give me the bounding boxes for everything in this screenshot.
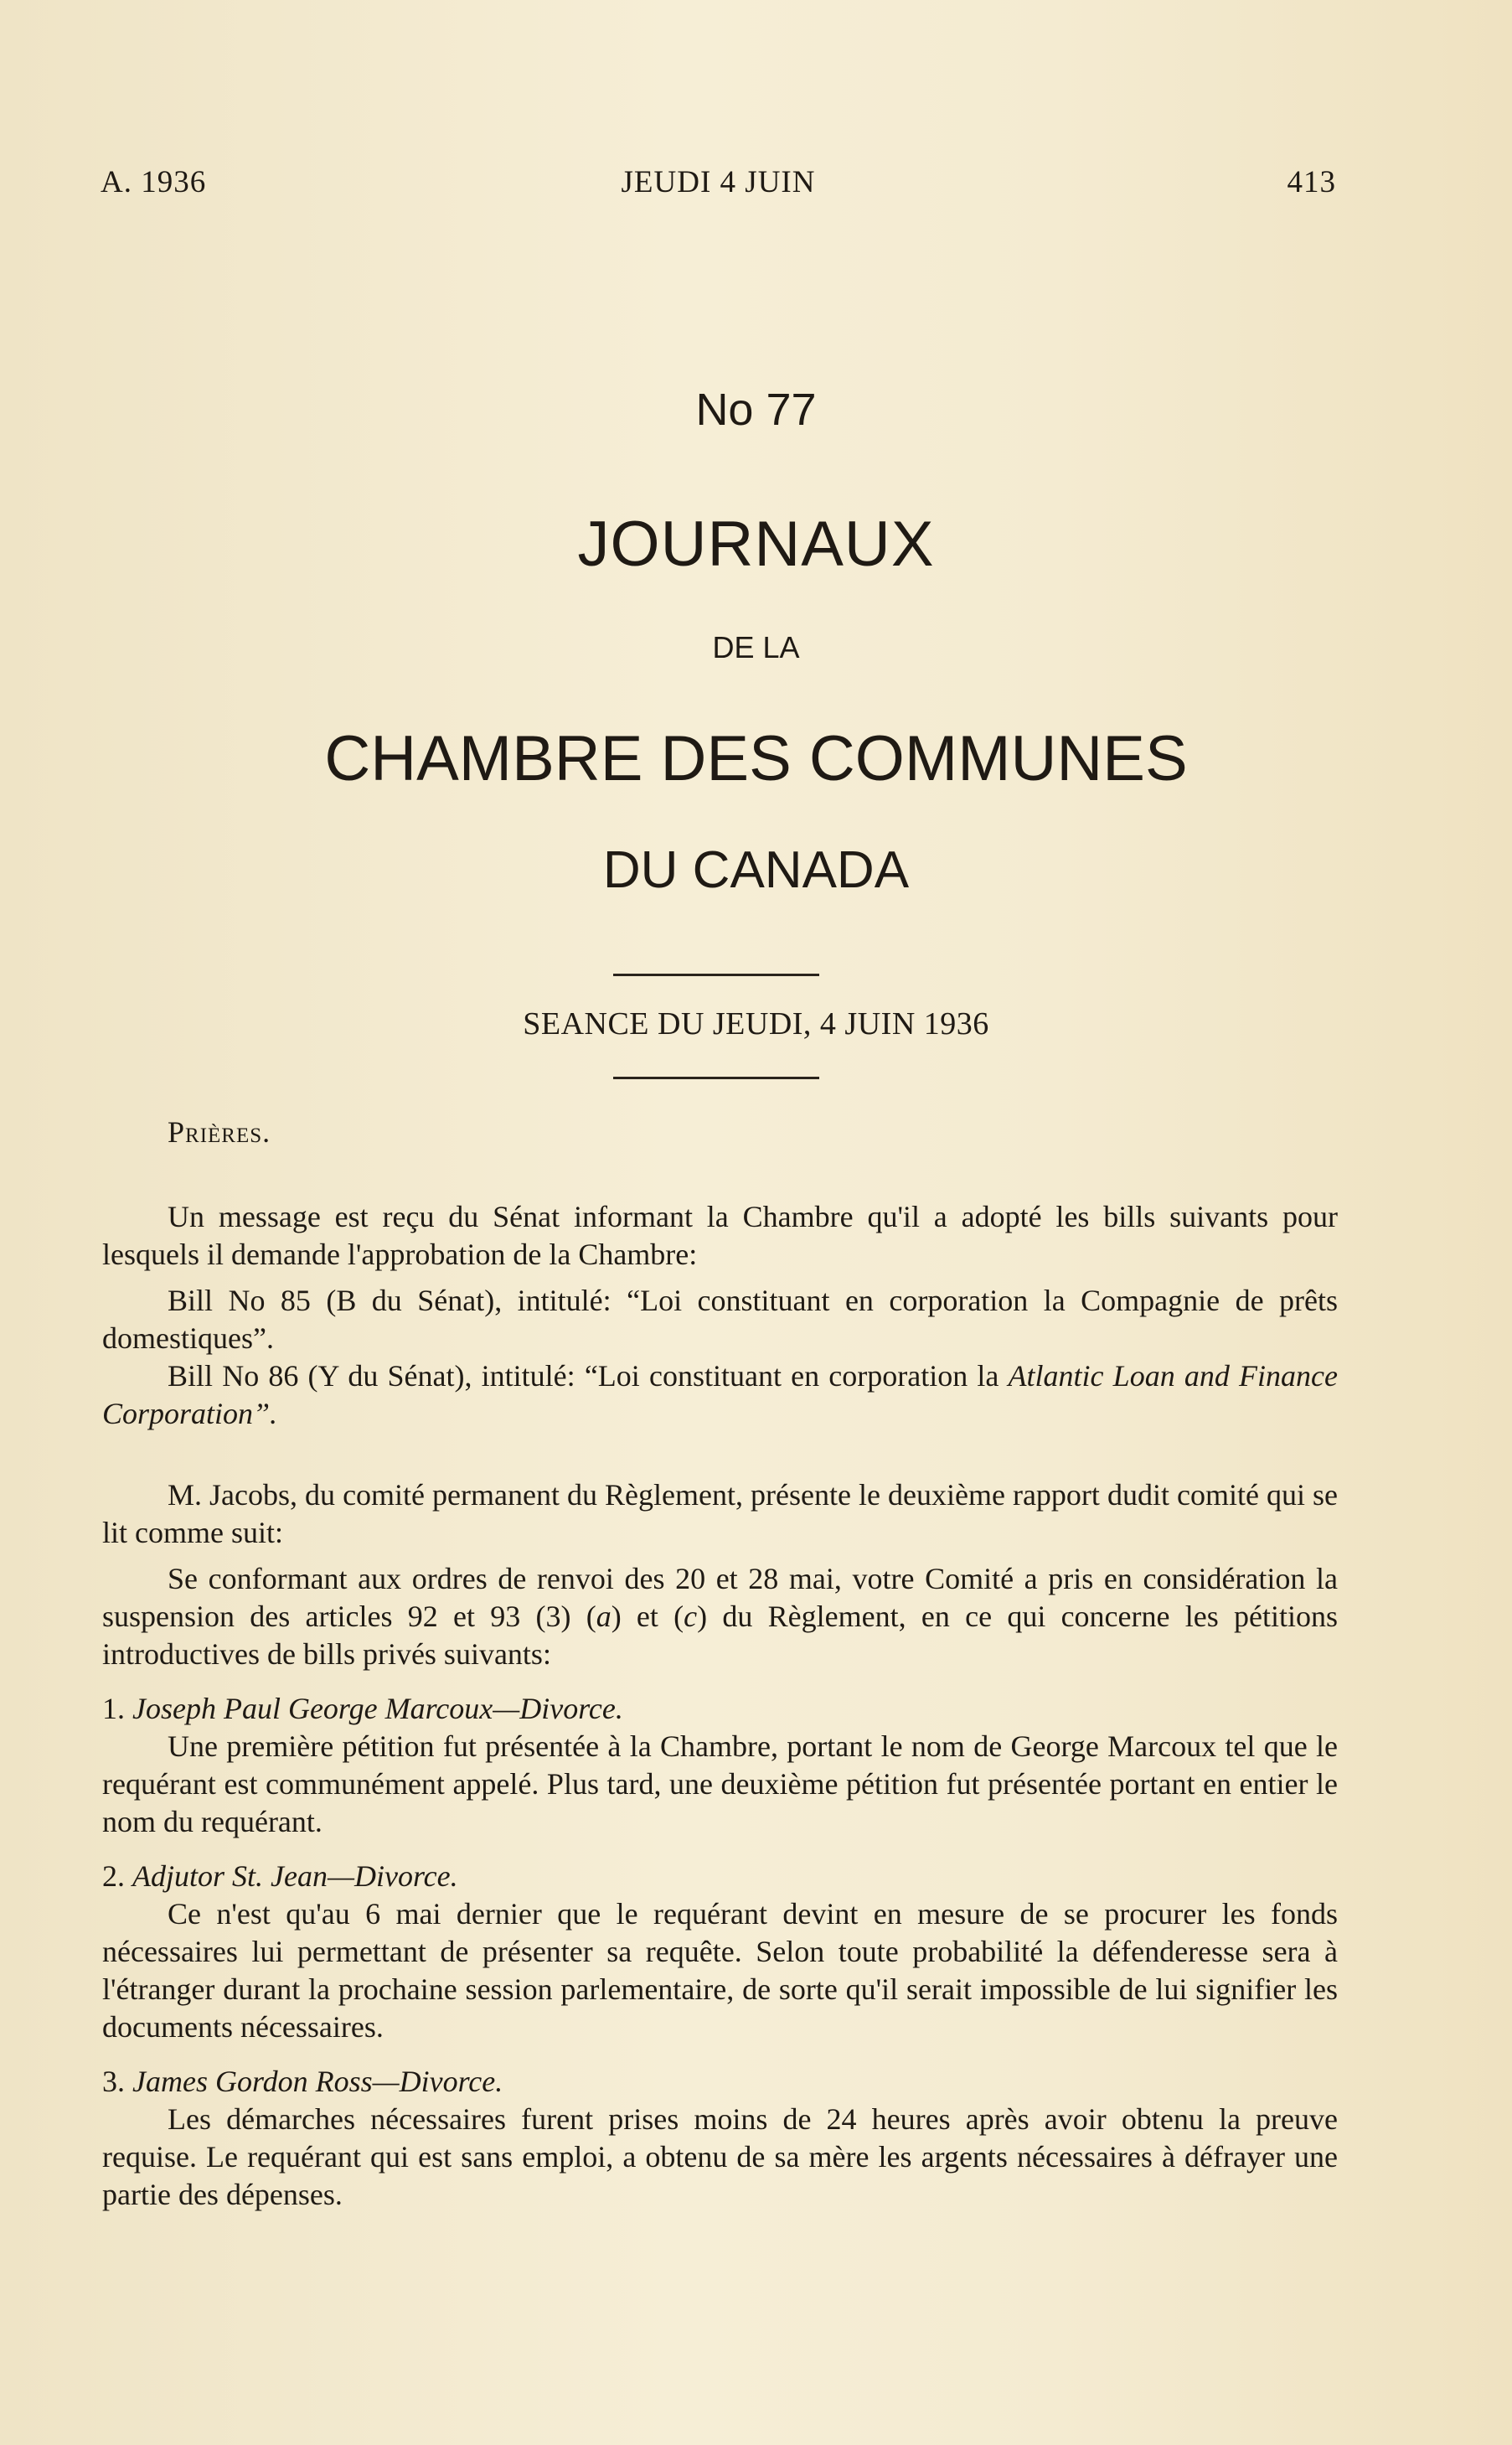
bill-86-paragraph <box>102 1357 1338 1433</box>
divider-top <box>613 974 819 976</box>
report-text-b: ) et ( <box>611 1600 684 1633</box>
report-text-a: Se conformant aux ordres de renvoi des 20 et 28 mai, votre Comité a pris en considération la suspension des articles 92 et 93 (3) ( <box>102 1562 1338 1633</box>
running-header <box>101 164 1336 206</box>
title-connector: DE LA <box>712 630 800 664</box>
report-text-d: ) du Règlement, en ce qui concerne les pétitions introductives de bills privés suivants: <box>102 1600 1338 1671</box>
header-year: A. 1936 <box>101 165 207 199</box>
item-3-title: James Gordon Ross—Divorce. <box>132 2065 503 2098</box>
item-1-heading <box>102 1690 1338 1728</box>
country-title: DU CANADA <box>602 841 910 899</box>
journal-body <box>102 1198 1338 2214</box>
item-2-number: 2. <box>102 1859 125 1893</box>
chamber-title: CHAMBRE DES COMMUNES <box>324 723 1188 794</box>
divider-bottom <box>613 1077 819 1079</box>
journal-title: JOURNAUX <box>577 509 935 580</box>
senate-message-paragraph: Un message est reçu du Sénat informant la Chambre qu'il a adopté les bills suivants pour lesquels il demande l'approbation de la Chambre: <box>102 1200 1338 1271</box>
sitting-heading: SEANCE DU JEUDI, 4 JUIN 1936 <box>523 1006 989 1042</box>
item-2-title: Adjutor St. Jean—Divorce. <box>132 1859 458 1893</box>
item-3-text: Les démarches nécessaires furent prises moins de 24 heures après avoir obtenu la preuve requise. Le requérant qui est sans emploi, a obtenu de sa mère les argents nécessaires à défrayer une partie des dépenses. <box>102 2102 1338 2211</box>
item-2-heading <box>102 1858 1338 1895</box>
header-date: JEUDI 4 JUIN <box>621 165 816 199</box>
report-intro-paragraph: M. Jacobs, du comité permanent du Règlement, présente le deuxième rapport dudit comité qui se lit comme suit: <box>102 1478 1338 1549</box>
bill-85-paragraph: Bill No 85 (B du Sénat), intitulé: “Loi constituant en corporation la Compagnie de prêts domestiques”. <box>102 1284 1338 1355</box>
item-1-title: Joseph Paul George Marcoux—Divorce. <box>132 1692 623 1725</box>
report-italic-c: c <box>684 1600 698 1633</box>
bill-86-text: Bill No 86 (Y du Sénat), intitulé: “Loi constituant en corporation la <box>168 1359 1009 1393</box>
bill-86-italic: Atlantic Loan and Finance Corporation”. <box>102 1359 1338 1430</box>
item-2-text: Ce n'est qu'au 6 mai dernier que le requérant devint en mesure de se procurer les fonds nécessaires lui permettant de présenter sa requête. Selon toute probabilité la défenderesse sera à l'étranger durant la prochaine session parlementaire, de sorte qu'il serait impossible de lui signifier les documents nécessaires. <box>102 1897 1338 2044</box>
item-3-heading <box>102 2063 1338 2101</box>
issue-number: No 77 <box>695 385 817 435</box>
item-1-number: 1. <box>102 1692 125 1725</box>
item-3-number: 3. <box>102 2065 125 2098</box>
prayers-label: Prières. <box>168 1115 271 1149</box>
report-italic-a: a <box>596 1600 612 1633</box>
page-number: 413 <box>1287 165 1336 199</box>
report-body-paragraph <box>102 1560 1338 1673</box>
item-1-text: Une première pétition fut présentée à la Chambre, portant le nom de George Marcoux tel que le requérant est communément appelé. Plus tard, une deuxième pétition fut présentée portant en entier le nom du requérant. <box>102 1729 1338 1838</box>
